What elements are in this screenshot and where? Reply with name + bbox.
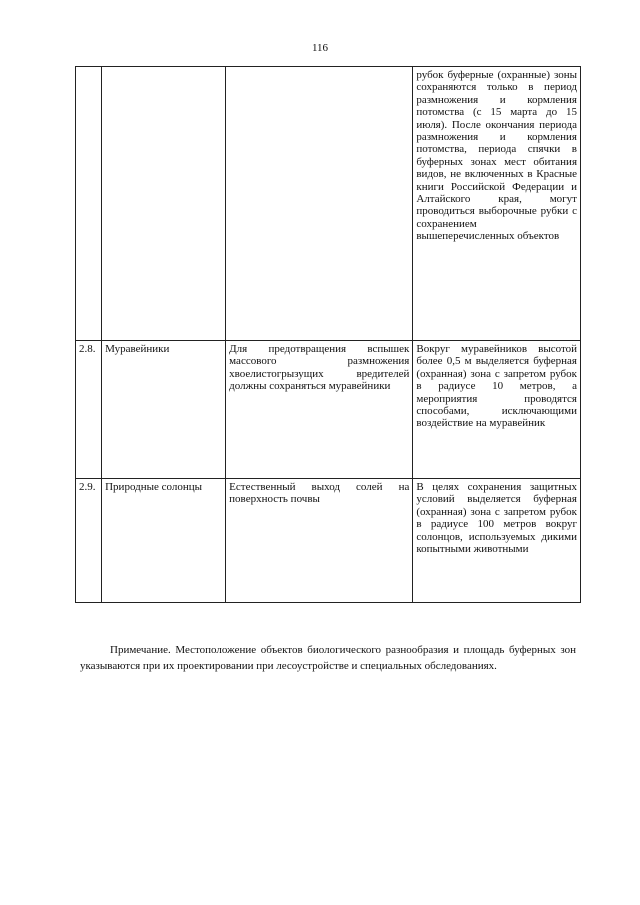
object-description-cell xyxy=(226,67,413,341)
row-number-cell: 2.8. xyxy=(76,341,102,479)
biodiversity-objects-table xyxy=(75,66,581,603)
object-name-cell: Муравейники xyxy=(102,341,226,479)
row-number-cell: 2.9. xyxy=(76,479,102,603)
object-description-cell: Для предотвращения вспышек массового размножения хвоелистогрызущих вредителей должны сохраняться муравейники xyxy=(226,341,413,479)
table-row-anthills xyxy=(76,341,581,479)
table-row-continuation xyxy=(76,67,581,341)
footnote: Примечание. Местоположение объектов биологического разнообразия и площадь буферных зон указываются при их проектировании при лесоустройстве и специальных обследованиях. xyxy=(80,644,576,672)
protection-requirement-cell: рубок буферные (охранные) зоны сохраняются только в период размножения и кормления потомства (с 15 марта до 15 июля). После окончания периода размножения и кормления потомства, периода спячки в буферных зонах мест обитания видов, не включенных в Красные книги Российской Федерации и Алтайского края, могут проводиться выборочные рубки с сохранением вышеперечисленных объектов xyxy=(413,67,581,341)
page-number: 116 xyxy=(311,42,329,54)
object-name-cell xyxy=(102,67,226,341)
object-name-cell: Природные солонцы xyxy=(102,479,226,603)
protection-requirement-cell: В целях сохранения защитных условий выделяется буферная (охранная) зона с запретом рубок в радиусе 100 метров вокруг солонцов, используемых дикими копытными животными xyxy=(413,479,581,603)
protection-requirement-cell: Вокруг муравейников высотой более 0,5 м выделяется буферная (охранная) зона с запретом рубок в радиусе 10 метров, а мероприятия проводятся способами, исключающими воздействие на муравейник xyxy=(413,341,581,479)
object-description-cell: Естественный выход солей на поверхность почвы xyxy=(226,479,413,603)
table-row-salt-licks xyxy=(76,479,581,603)
row-number-cell xyxy=(76,67,102,341)
